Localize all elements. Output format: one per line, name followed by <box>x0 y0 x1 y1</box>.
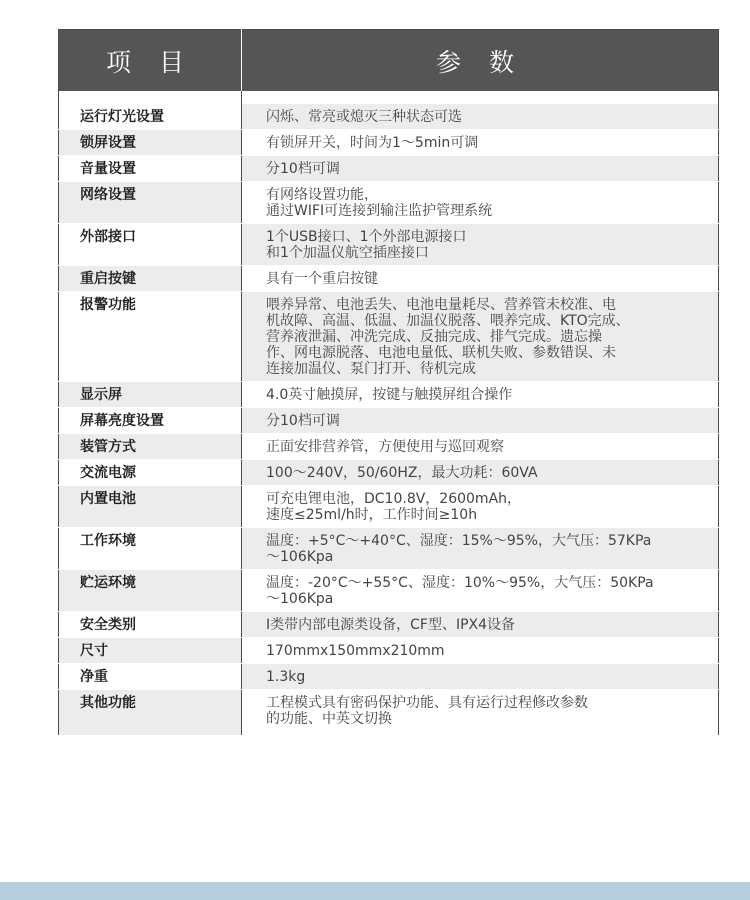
spec-name: 其他功能 <box>59 690 242 736</box>
spec-value: 分10档可调 <box>242 156 719 182</box>
table-row <box>59 664 719 690</box>
bottom-band <box>0 882 750 900</box>
spec-value: 4.0英寸触摸屏，按键与触摸屏组合操作 <box>242 382 719 408</box>
header-param: 参 数 <box>242 30 719 92</box>
spec-name: 重启按键 <box>59 266 242 292</box>
table-row <box>59 266 719 292</box>
table-row <box>59 408 719 434</box>
table-row <box>59 434 719 460</box>
spec-value: 具有一个重启按键 <box>242 266 719 292</box>
table-row <box>59 486 719 528</box>
header-gap <box>59 91 719 104</box>
spec-name: 交流电源 <box>59 460 242 486</box>
spec-name: 安全类别 <box>59 612 242 638</box>
spec-value: 可充电锂电池，DC10.8V，2600mAh， 速度≤25ml/h时，工作时间≥10h <box>242 486 719 528</box>
spec-name: 网络设置 <box>59 182 242 224</box>
table-row <box>59 612 719 638</box>
spec-value: 有锁屏开关，时间为1～5min可调 <box>242 130 719 156</box>
spec-value: 工程模式具有密码保护功能、具有运行过程修改参数 的功能、中英文切换 <box>242 690 719 736</box>
spec-name: 显示屏 <box>59 382 242 408</box>
table-row <box>59 460 719 486</box>
spec-name: 音量设置 <box>59 156 242 182</box>
table-row <box>59 528 719 570</box>
spec-value: 喂养异常、电池丢失、电池电量耗尽、营养管未校准、电 机故障、高温、低温、加温仪脱落、喂养完成、KTO完成、 营养液泄漏、冲洗完成、反抽完成、排气完成。遗忘操 作、网电源脱落、电池电量低、联机失败、参数错误、未 连接加温仪、泵门打开、待机完成 <box>242 292 719 382</box>
spec-value: 有网络设置功能， 通过WIFI可连接到输注监护管理系统 <box>242 182 719 224</box>
spec-name: 装管方式 <box>59 434 242 460</box>
table-row <box>59 638 719 664</box>
spec-value: 闪烁、常亮或熄灭三种状态可选 <box>242 104 719 130</box>
spec-name: 尺寸 <box>59 638 242 664</box>
spec-name: 屏幕亮度设置 <box>59 408 242 434</box>
spec-name: 运行灯光设置 <box>59 104 242 130</box>
table-row <box>59 690 719 736</box>
spec-value: 1.3kg <box>242 664 719 690</box>
spec-value: 温度：-20°C～+55°C、湿度：10%～95%，大气压：50KPa ～106Kpa <box>242 570 719 612</box>
spec-name: 贮运环境 <box>59 570 242 612</box>
table-row <box>59 224 719 266</box>
spec-value: I类带内部电源类设备，CF型、IPX4设备 <box>242 612 719 638</box>
spec-name: 净重 <box>59 664 242 690</box>
spec-value: 170mmx150mmx210mm <box>242 638 719 664</box>
table-row <box>59 182 719 224</box>
spec-table <box>58 29 719 736</box>
spec-name: 外部接口 <box>59 224 242 266</box>
header-item: 项 目 <box>59 30 242 92</box>
spec-value: 正面安排营养管，方便使用与巡回观察 <box>242 434 719 460</box>
table-row <box>59 570 719 612</box>
spec-value: 100～240V，50/60HZ，最大功耗：60VA <box>242 460 719 486</box>
spec-name: 报警功能 <box>59 292 242 382</box>
spec-name: 工作环境 <box>59 528 242 570</box>
table-row <box>59 130 719 156</box>
spec-name: 锁屏设置 <box>59 130 242 156</box>
table-row <box>59 292 719 382</box>
table-row <box>59 156 719 182</box>
spec-value: 1个USB接口、1个外部电源接口 和1个加温仪航空插座接口 <box>242 224 719 266</box>
table-header <box>59 30 719 92</box>
spec-value: 分10档可调 <box>242 408 719 434</box>
spec-name: 内置电池 <box>59 486 242 528</box>
table-row <box>59 382 719 408</box>
spec-value: 温度：+5°C～+40°C、湿度：15%～95%，大气压：57KPa ～106Kpa <box>242 528 719 570</box>
table-row <box>59 104 719 130</box>
